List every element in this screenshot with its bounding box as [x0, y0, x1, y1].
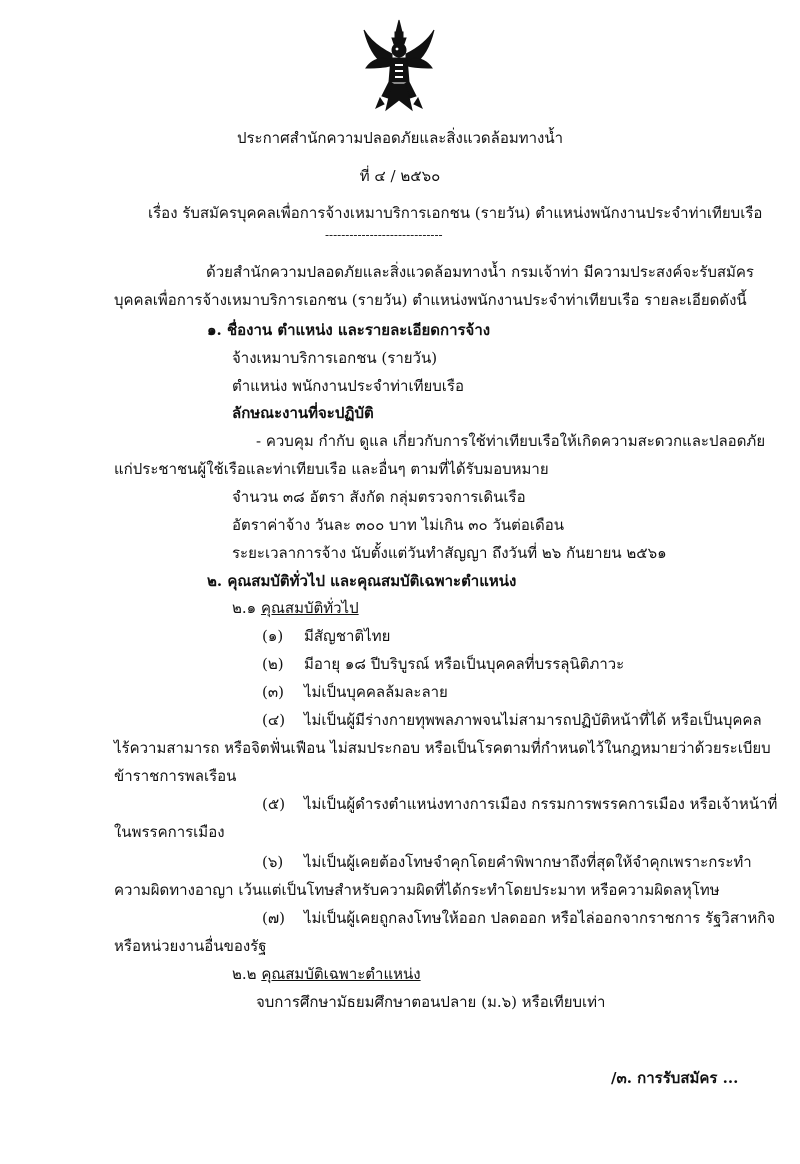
wage-rate: อัตราค่าจ้าง วันละ ๓๐๐ บาท ไม่เกิน ๓๐ วันต่อเดือน — [232, 516, 565, 534]
agency-title: ประกาศสำนักความปลอดภัยและสิ่งแวดล้อมทางน้ำ — [236, 129, 564, 147]
qualification-number: (๑) — [262, 627, 284, 645]
duty-line-2: แก่ประชาชนผู้ใช้เรือและท่าเทียบเรือ และอื่นๆ ตามที่ได้รับมอบหมาย — [114, 460, 549, 478]
continuation-note: /๓. การรับสมัคร ... — [611, 1069, 739, 1087]
qualification-text: มีอายุ ๑๘ ปีบริบูรณ์ หรือเป็นบุคคลที่บรรลุนิติภาวะ — [304, 655, 625, 673]
garuda-emblem-icon — [362, 18, 436, 118]
qualification-continuation: ความผิดทางอาญา เว้นแต่เป็นโทษสำหรับความผิดที่ได้กระทำโดยประมาท หรือความผิดลหุโทษ — [114, 881, 720, 899]
qualification-number: (๓) — [262, 683, 284, 701]
general-title: คุณสมบัติทั่วไป — [260, 599, 359, 617]
specific-qualification-text: จบการศึกษามัธยมศึกษาตอนปลาย (ม.๖) หรือเทียบเท่า — [256, 993, 606, 1011]
qualification-text: ไม่เป็นบุคคลล้มละลาย — [304, 683, 448, 701]
qualification-text: มีสัญชาติไทย — [304, 627, 391, 645]
general-qualifications-heading — [232, 598, 359, 618]
qualification-number: (๕) — [262, 795, 286, 813]
qualification-number: (๒) — [262, 655, 284, 673]
qualification-continuation: ข้าราชการพลเรือน — [114, 767, 237, 785]
qualification-text: ไม่เป็นผู้ดำรงตำแหน่งทางการเมือง กรรมการพรรคการเมือง หรือเจ้าหน้าที่ — [304, 795, 778, 813]
qualification-continuation: ไร้ความสามารถ หรือจิตฟั่นเฟือน ไม่สมประกอบ หรือเป็นโรคตามที่กำหนดไว้ในกฎหมายว่าด้วยระเบียบ — [114, 739, 771, 757]
specific-number: ๒.๒ — [232, 965, 257, 983]
qualification-continuation: ในพรรคการเมือง — [114, 823, 225, 841]
qualification-continuation: หรือหน่วยงานอื่นของรัฐ — [114, 937, 267, 955]
separator: ----------------------------- — [325, 228, 443, 242]
subject-line: เรื่อง รับสมัครบุคคลเพื่อการจ้างเหมาบริการเอกชน (รายวัน) ตำแหน่งพนักงานประจำท่าเทียบเรือ — [148, 204, 763, 222]
duty-line-1: - ควบคุม กำกับ ดูแล เกี่ยวกับการใช้ท่าเทียบเรือให้เกิดความสะดวกและปลอดภัย — [256, 432, 766, 450]
duty-heading: ลักษณะงานที่จะปฏิบัติ — [232, 404, 374, 422]
hire-count: จำนวน ๓๘ อัตรา สังกัด กลุ่มตรวจการเดินเรือ — [232, 488, 526, 506]
qualification-text: ไม่เป็นผู้เคยถูกลงโทษให้ออก ปลดออก หรือไล่ออกจากราชการ รัฐวิสาหกิจ — [304, 909, 776, 927]
specific-title: คุณสมบัติเฉพาะตำแหน่ง — [261, 965, 421, 983]
intro-line-1: ด้วยสำนักความปลอดภัยและสิ่งแวดล้อมทางน้ำ กรมเจ้าท่า มีความประสงค์จะรับสมัคร — [206, 263, 754, 281]
section-1-heading: ๑. ชื่องาน ตำแหน่ง และรายละเอียดการจ้าง — [207, 321, 491, 339]
specific-qualifications-heading — [232, 964, 421, 984]
qualification-number: (๖) — [262, 853, 284, 871]
section-2-heading: ๒. คุณสมบัติทั่วไป และคุณสมบัติเฉพาะตำแหน่ง — [207, 572, 517, 590]
qualification-text: ไม่เป็นผู้เคยต้องโทษจำคุกโดยคำพิพากษาถึงที่สุดให้จำคุกเพราะกระทำ — [304, 853, 752, 871]
qualification-text: ไม่เป็นผู้มีร่างกายทุพพลภาพจนไม่สามารถปฏิบัติหน้าที่ได้ หรือเป็นบุคคล — [304, 711, 762, 729]
position-name: ตำแหน่ง พนักงานประจำท่าเทียบเรือ — [232, 377, 464, 395]
employment-period: ระยะเวลาการจ้าง นับตั้งแต่วันทำสัญญา ถึงวันที่ ๒๖ กันยายน ๒๕๖๑ — [232, 544, 667, 562]
intro-line-2: บุคคลเพื่อการจ้างเหมาบริการเอกชน (รายวัน) ตำแหน่งพนักงานประจำท่าเทียบเรือ รายละเอียดดังนี้ — [114, 291, 747, 309]
document-number: ที่ ๔ / ๒๕๖๐ — [359, 167, 441, 185]
general-number: ๒.๑ — [232, 599, 257, 617]
qualification-number: (๔) — [262, 711, 286, 729]
qualification-number: (๗) — [262, 909, 285, 927]
job-name: จ้างเหมาบริการเอกชน (รายวัน) — [232, 349, 438, 367]
